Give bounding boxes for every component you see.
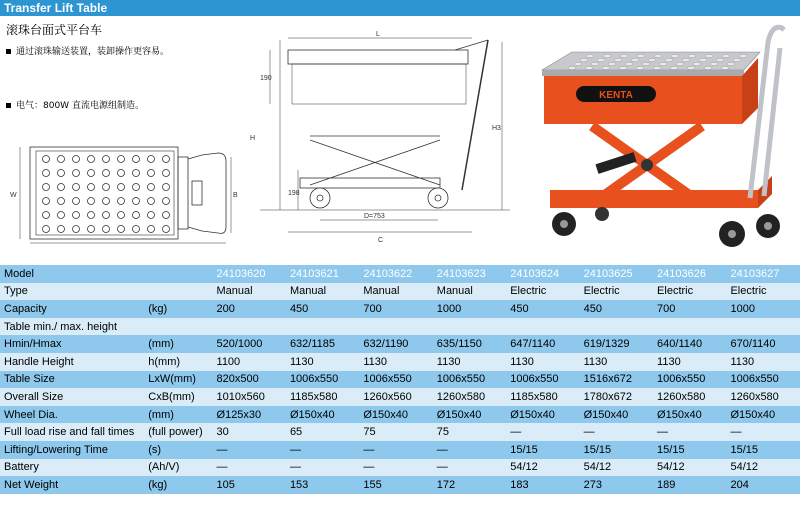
row-unit: [144, 283, 212, 301]
cell-value: 54/12: [726, 459, 800, 477]
cell-value: Manual: [213, 283, 286, 301]
top-view-drawing: [8, 135, 238, 250]
cell-value: 200: [213, 300, 286, 318]
cell-value: 700: [359, 300, 432, 318]
label-h: H: [250, 135, 256, 142]
ball-icon: [163, 184, 170, 191]
cell-value: —: [433, 459, 506, 477]
roller-icon: [580, 58, 588, 61]
cell-value: 75: [433, 423, 506, 441]
cell-value: Electric: [726, 283, 800, 301]
ball-icon: [73, 212, 80, 219]
roller-icon: [721, 66, 729, 69]
model-number: 24103622: [359, 265, 432, 283]
roller-icon: [648, 58, 656, 61]
cell-value: 204: [726, 476, 800, 494]
note-1: [6, 44, 169, 57]
cell-value: 54/12: [580, 459, 653, 477]
ball-icon: [133, 184, 140, 191]
cell-value: 640/1140: [653, 335, 726, 353]
cell-value: 1516x672: [580, 371, 653, 389]
roller-icon: [699, 58, 707, 61]
cell-value: Ø150x40: [359, 406, 432, 424]
cell-value: 1260x580: [726, 388, 800, 406]
table-row: [0, 441, 800, 459]
row-unit: (mm): [144, 335, 212, 353]
cell-value: [580, 318, 653, 336]
cell-value: 1130: [433, 353, 506, 371]
cell-value: 450: [580, 300, 653, 318]
cell-value: [433, 318, 506, 336]
ball-icon: [118, 170, 125, 177]
bullet-icon: [6, 49, 11, 54]
roller-icon: [671, 54, 679, 57]
cell-value: —: [213, 441, 286, 459]
cell-value: 700: [653, 300, 726, 318]
row-unit: (kg): [144, 476, 212, 494]
table-row: [0, 353, 800, 371]
roller-icon: [591, 62, 599, 65]
ball-icon: [118, 226, 125, 233]
cell-value: 15/15: [506, 441, 579, 459]
row-label: Net Weight: [0, 476, 144, 494]
ball-icon: [88, 156, 95, 163]
roller-icon: [568, 66, 576, 69]
ball-icon: [43, 212, 50, 219]
row-unit: (s): [144, 441, 212, 459]
roller-icon: [670, 66, 678, 69]
roller-icon: [597, 58, 605, 61]
roller-icon: [727, 62, 735, 65]
ball-icon: [148, 170, 155, 177]
roller-icon: [665, 58, 673, 61]
table-row: [0, 300, 800, 318]
cell-value: 1185x580: [506, 388, 579, 406]
row-label: Full load rise and fall times: [0, 423, 144, 441]
roller-icon: [642, 62, 650, 65]
cell-value: 1130: [286, 353, 359, 371]
cell-value: [286, 318, 359, 336]
ball-icon: [148, 212, 155, 219]
cell-value: Ø125x30: [213, 406, 286, 424]
cell-value: Electric: [580, 283, 653, 301]
ball-icon: [43, 170, 50, 177]
roller-icon: [722, 54, 730, 57]
cell-value: 189: [653, 476, 726, 494]
row-unit: (full power): [144, 423, 212, 441]
cell-value: 153: [286, 476, 359, 494]
ball-icon: [148, 198, 155, 205]
table-row: [0, 406, 800, 424]
cell-value: —: [433, 441, 506, 459]
ball-icon: [88, 226, 95, 233]
ball-icon: [118, 156, 125, 163]
cell-value: 172: [433, 476, 506, 494]
table-row: [0, 318, 800, 336]
cell-value: 54/12: [506, 459, 579, 477]
row-label: Lifting/Lowering Time: [0, 441, 144, 459]
table-row: [0, 423, 800, 441]
cell-value: 632/1190: [359, 335, 432, 353]
roller-icon: [688, 54, 696, 57]
ball-icon: [103, 184, 110, 191]
row-label: Model: [0, 265, 144, 283]
row-label: Battery: [0, 459, 144, 477]
row-unit: [144, 265, 212, 283]
label-190: 190: [260, 75, 272, 82]
ball-icon: [73, 156, 80, 163]
cell-value: 1130: [726, 353, 800, 371]
ball-icon: [73, 184, 80, 191]
row-label: Capacity: [0, 300, 144, 318]
row-unit: LxW(mm): [144, 371, 212, 389]
roller-icon: [733, 58, 741, 61]
ball-icon: [163, 226, 170, 233]
ball-icon: [133, 198, 140, 205]
roller-icon: [637, 54, 645, 57]
cell-value: [506, 318, 579, 336]
ball-icon: [88, 184, 95, 191]
table-row: [0, 371, 800, 389]
ball-icon: [103, 170, 110, 177]
note-2: [6, 98, 144, 111]
label-c: C: [378, 237, 384, 244]
row-label: Handle Height: [0, 353, 144, 371]
roller-icon: [625, 62, 633, 65]
roller-icon: [574, 62, 582, 65]
cell-value: 155: [359, 476, 432, 494]
row-label: Overall Size: [0, 388, 144, 406]
ball-icon: [88, 198, 95, 205]
cell-value: 1100: [213, 353, 286, 371]
cell-value: [726, 318, 800, 336]
cell-value: 1000: [433, 300, 506, 318]
cell-value: —: [726, 423, 800, 441]
cell-value: 1006x550: [433, 371, 506, 389]
cell-value: 183: [506, 476, 579, 494]
cell-value: 1130: [653, 353, 726, 371]
subtitle: 滚珠台面式平台车: [6, 23, 103, 37]
spec-table: [0, 265, 800, 494]
model-number: 24103621: [286, 265, 359, 283]
ball-icon: [103, 212, 110, 219]
cell-value: —: [653, 423, 726, 441]
cell-value: 632/1185: [286, 335, 359, 353]
ball-icon: [133, 170, 140, 177]
cell-value: [213, 318, 286, 336]
roller-icon: [654, 54, 662, 57]
cell-value: Ø150x40: [580, 406, 653, 424]
label-d: D=753: [364, 213, 385, 220]
model-number: 24103625: [580, 265, 653, 283]
table-row: [0, 388, 800, 406]
ball-icon: [58, 170, 65, 177]
cell-value: —: [506, 423, 579, 441]
cell-value: Electric: [506, 283, 579, 301]
cell-value: 30: [213, 423, 286, 441]
cell-value: 1260x580: [433, 388, 506, 406]
cell-value: —: [580, 423, 653, 441]
roller-icon: [586, 54, 594, 57]
cell-value: 273: [580, 476, 653, 494]
cell-value: 15/15: [726, 441, 800, 459]
cell-value: 1780x672: [580, 388, 653, 406]
ball-icon: [118, 212, 125, 219]
cell-value: 450: [286, 300, 359, 318]
cell-value: 15/15: [653, 441, 726, 459]
ball-icon: [58, 226, 65, 233]
ball-icon: [133, 156, 140, 163]
cell-value: —: [359, 441, 432, 459]
cell-value: —: [359, 459, 432, 477]
cell-value: Manual: [286, 283, 359, 301]
row-label: Wheel Dia.: [0, 406, 144, 424]
table-row: [0, 283, 800, 301]
ball-icon: [58, 184, 65, 191]
cell-value: 1130: [506, 353, 579, 371]
roller-icon: [693, 62, 701, 65]
cell-value: Electric: [653, 283, 726, 301]
ball-icon: [118, 198, 125, 205]
cell-value: 15/15: [580, 441, 653, 459]
brand-logo: KENTA: [599, 90, 633, 101]
cell-value: 1006x550: [286, 371, 359, 389]
cell-value: 1010x560: [213, 388, 286, 406]
ball-icon: [148, 184, 155, 191]
cell-value: 1006x550: [506, 371, 579, 389]
ball-icon: [103, 198, 110, 205]
cell-value: —: [286, 459, 359, 477]
ball-icon: [43, 156, 50, 163]
row-unit: [144, 318, 212, 336]
model-number: 24103624: [506, 265, 579, 283]
ball-icon: [103, 226, 110, 233]
cell-value: 450: [506, 300, 579, 318]
cell-value: 1006x550: [359, 371, 432, 389]
row-label: Table min./ max. height: [0, 318, 144, 336]
cell-value: 1260x580: [653, 388, 726, 406]
roller-icon: [739, 54, 747, 57]
cell-value: 1185x580: [286, 388, 359, 406]
row-unit: (Ah/V): [144, 459, 212, 477]
ball-icon: [73, 198, 80, 205]
model-number: 24103620: [213, 265, 286, 283]
row-label: Hmin/Hmax: [0, 335, 144, 353]
cell-value: 105: [213, 476, 286, 494]
roller-icon: [710, 62, 718, 65]
roller-icon: [614, 58, 622, 61]
ball-icon: [163, 156, 170, 163]
cell-value: —: [213, 459, 286, 477]
cell-value: Ø150x40: [726, 406, 800, 424]
cell-value: [359, 318, 432, 336]
row-label: Table Size: [0, 371, 144, 389]
ball-icon: [148, 156, 155, 163]
cell-value: 670/1140: [726, 335, 800, 353]
ball-icon: [43, 226, 50, 233]
ball-icon: [43, 198, 50, 205]
row-unit: h(mm): [144, 353, 212, 371]
roller-icon: [705, 54, 713, 57]
cell-value: Ø150x40: [506, 406, 579, 424]
cell-value: 520/1000: [213, 335, 286, 353]
ball-icon: [103, 156, 110, 163]
bullet-icon: [6, 103, 11, 108]
table-header-row: [0, 265, 800, 283]
model-number: 24103627: [726, 265, 800, 283]
table-row: [0, 335, 800, 353]
note-2-text: 电气：800W 直流电源组制造。: [16, 101, 144, 111]
cell-value: Ø150x40: [433, 406, 506, 424]
table-row: [0, 476, 800, 494]
ball-icon: [73, 170, 80, 177]
ball-icon: [88, 170, 95, 177]
row-unit: (kg): [144, 300, 212, 318]
row-label: Type: [0, 283, 144, 301]
ball-icon: [163, 212, 170, 219]
cell-value: 820x500: [213, 371, 286, 389]
roller-icon: [676, 62, 684, 65]
cell-value: 1000: [726, 300, 800, 318]
ball-icon: [73, 226, 80, 233]
label-w: W: [10, 192, 17, 199]
table-row: [0, 459, 800, 477]
ball-icon: [133, 212, 140, 219]
roller-icon: [619, 66, 627, 69]
cell-value: 1006x550: [653, 371, 726, 389]
cell-value: [653, 318, 726, 336]
page-title: Transfer Lift Table: [4, 1, 108, 15]
ball-icon: [148, 226, 155, 233]
product-photo: [532, 18, 798, 260]
model-number: 24103623: [433, 265, 506, 283]
roller-icon: [687, 66, 695, 69]
ball-icon: [58, 198, 65, 205]
roller-icon: [636, 66, 644, 69]
cell-value: 1130: [580, 353, 653, 371]
model-number: 24103626: [653, 265, 726, 283]
roller-icon: [585, 66, 593, 69]
ball-icon: [118, 184, 125, 191]
label-l: L: [376, 31, 380, 38]
roller-icon: [704, 66, 712, 69]
ball-icon: [43, 184, 50, 191]
title-bar: [0, 0, 800, 16]
note-1-text: 通过滚珠输送装置，装卸操作更容易。: [16, 47, 170, 57]
cell-value: Manual: [433, 283, 506, 301]
roller-icon: [608, 62, 616, 65]
ball-icon: [163, 198, 170, 205]
label-b: B: [233, 192, 238, 199]
label-h3: H3: [492, 125, 501, 132]
cell-value: 1260x560: [359, 388, 432, 406]
cell-value: 647/1140: [506, 335, 579, 353]
cell-value: 54/12: [653, 459, 726, 477]
roller-icon: [659, 62, 667, 65]
roller-icon: [716, 58, 724, 61]
ball-icon: [133, 226, 140, 233]
ball-icon: [58, 212, 65, 219]
roller-icon: [620, 54, 628, 57]
roller-icon: [682, 58, 690, 61]
cell-value: Ø150x40: [653, 406, 726, 424]
cell-value: 65: [286, 423, 359, 441]
roller-icon: [631, 58, 639, 61]
cell-value: 1130: [359, 353, 432, 371]
roller-icon: [602, 66, 610, 69]
cell-value: 619/1329: [580, 335, 653, 353]
row-unit: CxB(mm): [144, 388, 212, 406]
cell-value: —: [286, 441, 359, 459]
cell-value: Manual: [359, 283, 432, 301]
label-198: 198: [288, 190, 300, 197]
ball-icon: [58, 156, 65, 163]
side-view-drawing: [240, 30, 520, 245]
ball-icon: [163, 170, 170, 177]
cell-value: 75: [359, 423, 432, 441]
cell-value: 1006x550: [726, 371, 800, 389]
cell-value: Ø150x40: [286, 406, 359, 424]
row-unit: (mm): [144, 406, 212, 424]
cell-value: 635/1150: [433, 335, 506, 353]
ball-icon: [88, 212, 95, 219]
ball-grid: [43, 156, 170, 233]
roller-icon: [653, 66, 661, 69]
roller-icon: [603, 54, 611, 57]
